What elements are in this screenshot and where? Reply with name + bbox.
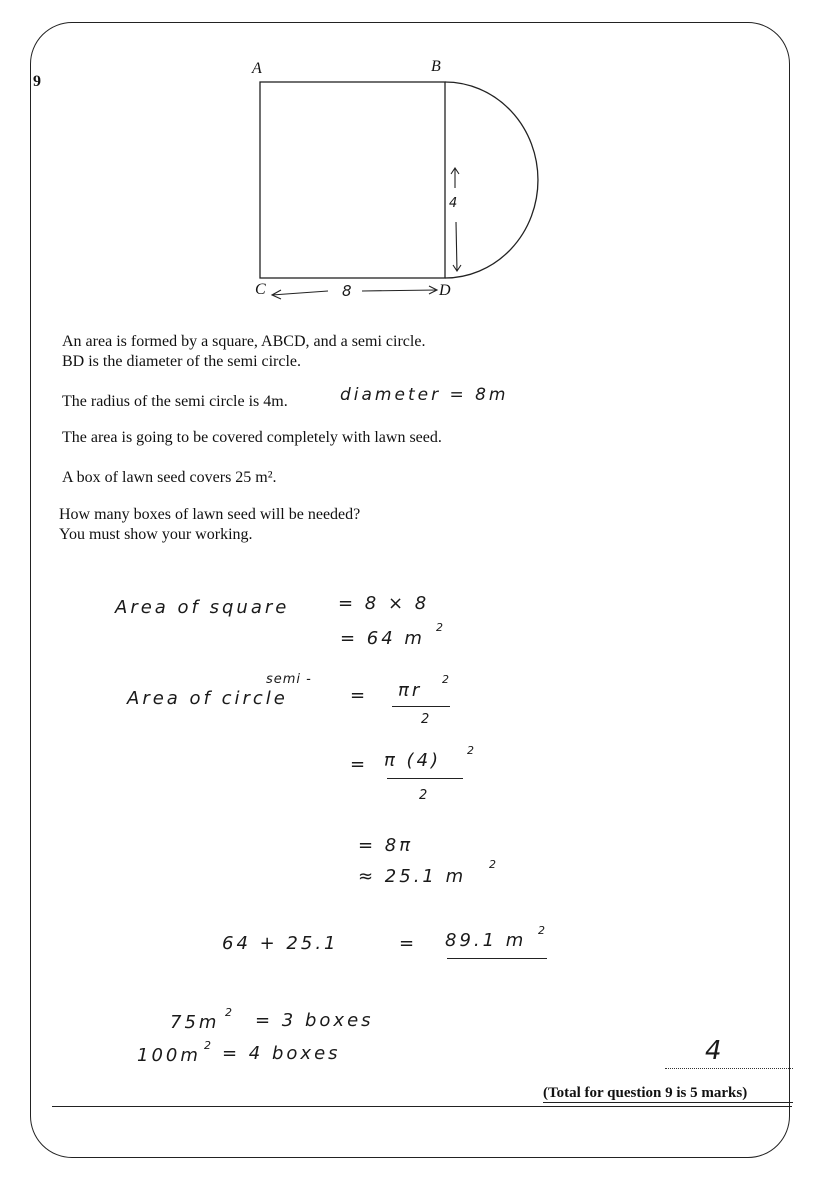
semicircle-label-top: semi -: [266, 672, 312, 687]
question-line-6: How many boxes of lawn seed will be needed?: [59, 506, 361, 523]
question-line-2: BD is the diameter of the semi circle.: [62, 353, 302, 370]
radius-arrow-down: [456, 222, 457, 271]
semi-circle: [445, 82, 538, 278]
question-number: 9: [33, 73, 41, 90]
semicircle-eq2-fraction-bar: [387, 778, 463, 779]
boxes-line-1-rhs: = 3 boxes: [255, 1010, 374, 1031]
label-d: D: [439, 282, 451, 299]
boxes-line-1-lhs: 75m: [170, 1012, 220, 1033]
radius-label: 4: [449, 196, 461, 211]
square-area-label: Area of square: [115, 597, 290, 618]
boxes-line-1-sup: 2: [225, 1006, 232, 1019]
question-line-5: A box of lawn seed covers 25 m².: [62, 469, 277, 486]
square-abcd: [260, 82, 445, 278]
side-arrow-left: [272, 291, 328, 295]
total-underline: [543, 1102, 793, 1103]
semicircle-eq2-numerator: π (4): [384, 750, 442, 771]
total-marks: (Total for question 9 is 5 marks): [543, 1085, 748, 1101]
label-b: B: [431, 58, 441, 75]
question-line-3: The radius of the semi circle is 4m.: [62, 393, 288, 410]
total-area-equals: =: [399, 933, 418, 954]
side-length-label: 8: [342, 282, 355, 300]
final-answer: 4: [705, 1036, 725, 1066]
boxes-line-2-rhs: = 4 boxes: [222, 1043, 341, 1064]
side-arrow-right: [362, 290, 437, 291]
question-end-rule: [52, 1106, 792, 1107]
total-area-result-sup: 2: [538, 924, 545, 937]
question-line-1: An area is formed by a square, ABCD, and a semi circle.: [62, 333, 426, 350]
question-line-7: You must show your working.: [59, 526, 253, 543]
semicircle-eq1-sup: 2: [442, 673, 449, 686]
semicircle-eq1-numerator: πr: [398, 680, 423, 701]
semicircle-eq4-sup: 2: [489, 858, 496, 871]
total-area-underline: [447, 958, 547, 959]
square-area-eq1: = 8 × 8: [338, 593, 430, 614]
answer-dotted-line: [665, 1068, 793, 1069]
semicircle-eq3: = 8π: [358, 835, 414, 856]
square-semicircle-diagram: [0, 0, 828, 320]
semicircle-eq1-fraction-bar: [392, 706, 450, 707]
label-c: C: [255, 281, 266, 298]
total-area-sum: 64 + 25.1: [222, 933, 339, 954]
semicircle-eq2-denominator: 2: [419, 788, 429, 803]
total-area-result: 89.1 m: [445, 930, 527, 951]
label-a: A: [252, 60, 262, 77]
square-area-eq2: = 64 m: [340, 628, 425, 649]
boxes-line-2-lhs: 100m: [137, 1045, 201, 1066]
semicircle-eq1-denominator: 2: [421, 712, 431, 727]
square-area-eq2-sup: 2: [436, 621, 443, 634]
boxes-line-2-sup: 2: [204, 1039, 211, 1052]
semicircle-eq4: ≈ 25.1 m: [358, 866, 467, 887]
semicircle-eq1-equals: =: [350, 685, 369, 706]
semicircle-eq2-equals: =: [350, 754, 369, 775]
diameter-note: diameter = 8m: [340, 385, 509, 405]
semicircle-eq2-sup: 2: [467, 744, 474, 757]
question-line-4: The area is going to be covered completely with lawn seed.: [62, 429, 442, 446]
semicircle-area-label: Area of circle: [127, 688, 288, 709]
